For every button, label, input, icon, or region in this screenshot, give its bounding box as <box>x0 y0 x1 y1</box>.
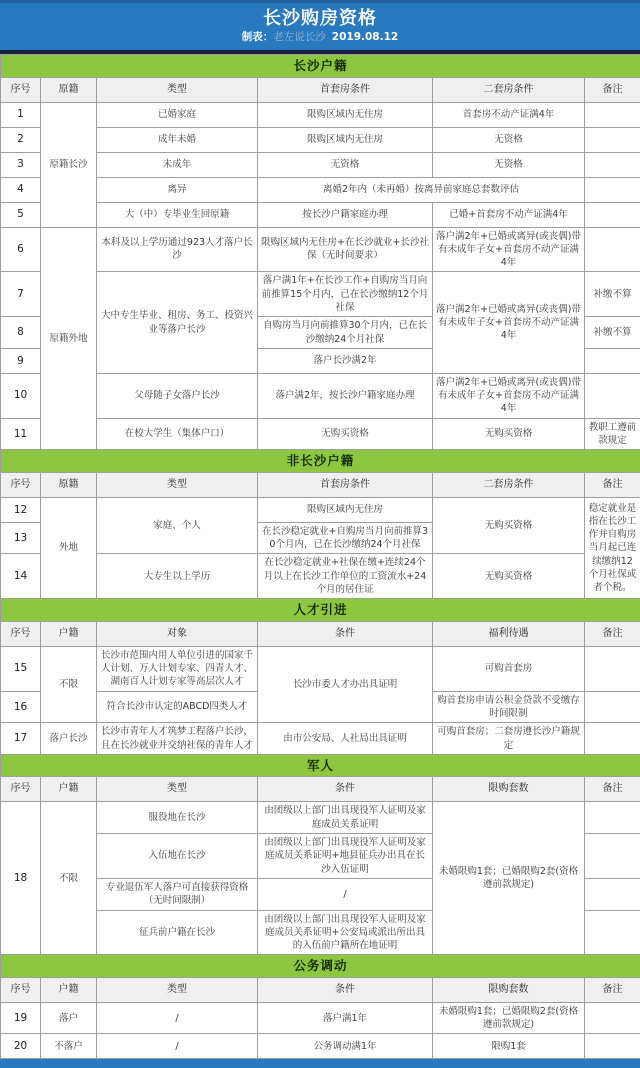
column-header: 条件 <box>258 621 433 646</box>
table-cell: / <box>97 1034 258 1059</box>
table-cell: 13 <box>1 522 41 554</box>
table-cell: 10 <box>1 373 41 418</box>
table-cell: 由团级以上部门出具现役军人证明及家庭成员关系证明+地县征兵办出具在长沙入伍证明 <box>258 834 433 879</box>
section-bar-row <box>1 450 640 473</box>
section-title-3: 军人 <box>1 754 640 777</box>
table-cell: 父母随子女落户长沙 <box>97 373 258 418</box>
table-cell: 限购区域内无住房 <box>258 127 433 152</box>
table-cell: 落户满2年，按长沙户籍家庭办理 <box>258 373 433 418</box>
column-header: 首套房条件 <box>258 77 433 102</box>
table-cell: 落户长沙 <box>41 723 97 755</box>
column-header: 二套房条件 <box>433 77 585 102</box>
byline-label: 制表： <box>242 31 274 43</box>
table-cell: 16 <box>1 691 41 723</box>
column-header: 福利待遇 <box>433 621 585 646</box>
table-cell: 落户长沙满2年 <box>258 348 433 373</box>
table-cell: 按长沙户籍家庭办理 <box>258 202 433 227</box>
column-header: 类型 <box>97 977 258 1002</box>
table-cell: 在长沙稳定就业+自购房当月向前推算30个月内，已在长沙缴纳24个月社保 <box>258 522 433 554</box>
table-cell: 不限 <box>41 802 97 955</box>
column-header: 序号 <box>1 472 41 497</box>
table-cell: 公务调动满1年 <box>258 1034 433 1059</box>
table-cell: 11 <box>1 418 41 450</box>
table-cell: 由团级以上部门出具现役军人证明及家庭成员关系证明 <box>258 802 433 834</box>
table-row <box>1 418 640 450</box>
section-bar-row <box>1 599 640 622</box>
table-cell: 15 <box>1 646 41 691</box>
table-cell: 征兵前户籍在长沙 <box>97 910 258 955</box>
table-cell: 在长沙稳定就业+社保在缴+连续24个月以上在长沙工作单位的工资流水+24个月的居住证 <box>258 554 433 599</box>
column-header-row <box>1 472 640 497</box>
table-row <box>1 1002 640 1034</box>
table-cell <box>585 691 640 723</box>
column-header: 原籍 <box>41 472 97 497</box>
column-header: 序号 <box>1 77 41 102</box>
table-cell: 原籍长沙 <box>41 102 97 227</box>
table-cell: 教职工遵前款规定 <box>585 418 640 450</box>
table-cell: 落户满2年+已婚或离异(或丧偶)带有未成年子女+首套房不动产证满4年 <box>433 227 585 272</box>
table-cell: 补缴不算 <box>585 272 640 317</box>
table-cell: 未婚限购1套；已婚限购2套(资格遵前款规定) <box>433 802 585 955</box>
table-cell: 无购买资格 <box>433 554 585 599</box>
table-cell: 长沙市范围内用人单位引进的国家千人计划、万人计划专家、四青人才、湖南百人计划专家等高层次人才 <box>97 646 258 691</box>
table-cell <box>585 802 640 834</box>
table-cell: 9 <box>1 348 41 373</box>
table-cell <box>585 348 640 373</box>
column-header-row <box>1 621 640 646</box>
column-header: 原籍 <box>41 77 97 102</box>
table-cell: 大（中）专毕业生回原籍 <box>97 202 258 227</box>
table-row <box>1 202 640 227</box>
table-cell: 限购1套 <box>433 1034 585 1059</box>
table-cell: 家庭、个人 <box>97 497 258 554</box>
section-title-0: 长沙户籍 <box>1 55 640 78</box>
column-header: 备注 <box>585 472 640 497</box>
table-cell: 6 <box>1 227 41 272</box>
table-cell: 20 <box>1 1034 41 1059</box>
table-cell: 5 <box>1 202 41 227</box>
table-cell: 本科及以上学历通过923人才落户长沙 <box>97 227 258 272</box>
table-cell <box>585 1034 640 1059</box>
table-cell: 符合长沙市认定的ABCD四类人才 <box>97 691 258 723</box>
column-header: 二套房条件 <box>433 472 585 497</box>
table-cell <box>585 152 640 177</box>
column-header: 备注 <box>585 77 640 102</box>
table-cell: 无购买资格 <box>258 418 433 450</box>
table-body <box>1 55 640 1059</box>
table-row <box>1 497 640 522</box>
column-header: 条件 <box>258 777 433 802</box>
table-cell: 离异 <box>97 177 258 202</box>
column-header: 对象 <box>97 621 258 646</box>
table-cell: 12 <box>1 497 41 522</box>
table-cell: 1 <box>1 102 41 127</box>
byline-author: 老左说长沙 <box>273 31 326 43</box>
table-cell: 2 <box>1 127 41 152</box>
table-cell: 3 <box>1 152 41 177</box>
column-header: 限购套数 <box>433 977 585 1002</box>
table-cell: 4 <box>1 177 41 202</box>
table-cell: 18 <box>1 802 41 955</box>
table-cell: 外地 <box>41 497 97 598</box>
column-header: 户籍 <box>41 977 97 1002</box>
column-header: 类型 <box>97 472 258 497</box>
table-cell <box>585 834 640 879</box>
column-header: 类型 <box>97 77 258 102</box>
table-cell: 落户满1年 <box>258 1002 433 1034</box>
table-cell: 落户满1年+在长沙工作+自购房当月向前推算15个月内，已在长沙缴纳12个月社保 <box>258 272 433 317</box>
column-header: 备注 <box>585 621 640 646</box>
table-row <box>1 802 640 834</box>
table-cell: 补缴不算 <box>585 317 640 349</box>
table-cell: 无资格 <box>258 152 433 177</box>
table-row <box>1 646 640 691</box>
table-cell: 19 <box>1 1002 41 1034</box>
section-bar-row <box>1 955 640 978</box>
table-row <box>1 227 640 272</box>
table-cell: 17 <box>1 723 41 755</box>
table-cell: 8 <box>1 317 41 349</box>
table-cell: 落户满2年+已婚或离异(或丧偶)带有未成年子女+首套房不动产证满4年 <box>433 272 585 373</box>
column-header: 户籍 <box>41 621 97 646</box>
column-header: 序号 <box>1 621 41 646</box>
column-header: 备注 <box>585 777 640 802</box>
table-cell: 限购区域内无住房 <box>258 102 433 127</box>
column-header: 户籍 <box>41 777 97 802</box>
table-cell: 无资格 <box>433 152 585 177</box>
table-cell: 在校大学生（集体户口） <box>97 418 258 450</box>
table-cell <box>585 202 640 227</box>
table-cell <box>585 910 640 955</box>
table-cell: 不落户 <box>41 1034 97 1059</box>
table-cell <box>585 646 640 691</box>
qualification-table <box>0 54 640 1059</box>
table-cell: 入伍地在长沙 <box>97 834 258 879</box>
table-cell: 可购首套房 <box>433 646 585 691</box>
table-cell <box>585 177 640 202</box>
table-cell: 无购买资格 <box>433 497 585 554</box>
footer-strip <box>0 1059 640 1068</box>
page-title: 长沙购房资格 <box>0 8 640 30</box>
table-cell: 已婚+首套房不动产证满4年 <box>433 202 585 227</box>
table-cell: 专业退伍军人落户可直接获得资格（无时间限制） <box>97 878 258 910</box>
column-header: 备注 <box>585 977 640 1002</box>
column-header-row <box>1 777 640 802</box>
table-row <box>1 723 640 755</box>
table-cell <box>585 127 640 152</box>
table-cell: 自购房当月向前推算30个月内，已在长沙缴纳24个月社保 <box>258 317 433 349</box>
table-row <box>1 554 640 599</box>
table-cell: 由团级以上部门出具现役军人证明及家庭成员关系证明+公安局或派出所出具的入伍前户籍所在地证明 <box>258 910 433 955</box>
table-row <box>1 373 640 418</box>
section-bar-row <box>1 55 640 78</box>
column-header: 类型 <box>97 777 258 802</box>
column-header-row <box>1 77 640 102</box>
table-cell: 14 <box>1 554 41 599</box>
table-row <box>1 1034 640 1059</box>
table-cell: / <box>258 878 433 910</box>
table-cell: 未成年 <box>97 152 258 177</box>
table-cell: 可购首套房；二套房遵长沙户籍规定 <box>433 723 585 755</box>
table-cell: 原籍外地 <box>41 227 97 450</box>
table-cell: 落户 <box>41 1002 97 1034</box>
table-cell <box>585 227 640 272</box>
byline <box>0 31 640 44</box>
section-bar-row <box>1 754 640 777</box>
table-cell: 大中专生毕业、租房、务工、投资兴业等落户长沙 <box>97 272 258 373</box>
table-cell: 服役地在长沙 <box>97 802 258 834</box>
column-header: 条件 <box>258 977 433 1002</box>
table-cell: 首套房不动产证满4年 <box>433 102 585 127</box>
table-cell <box>585 102 640 127</box>
table-cell <box>585 373 640 418</box>
table-cell <box>585 723 640 755</box>
column-header: 首套房条件 <box>258 472 433 497</box>
table-cell: 不限 <box>41 646 97 722</box>
table-cell: 稳定就业是指在长沙工作并自购房当月起已连续缴纳12个月社保或者个税。 <box>585 497 640 598</box>
table-cell: 成年未婚 <box>97 127 258 152</box>
table-cell: 已婚家庭 <box>97 102 258 127</box>
table-cell: 由市公安局、人社局出具证明 <box>258 723 433 755</box>
section-title-4: 公务调动 <box>1 955 640 978</box>
column-header: 序号 <box>1 777 41 802</box>
table-row <box>1 127 640 152</box>
title-bar <box>0 0 640 50</box>
column-header: 序号 <box>1 977 41 1002</box>
section-title-2: 人才引进 <box>1 599 640 622</box>
column-header: 限购套数 <box>433 777 585 802</box>
table-cell: 限购区域内无住房 <box>258 497 433 522</box>
table-cell: 离婚2年内（未再婚）按离异前家庭总套数评估 <box>258 177 585 202</box>
table-cell: 无资格 <box>433 127 585 152</box>
table-cell <box>585 1002 640 1034</box>
table-row <box>1 177 640 202</box>
table-cell <box>585 878 640 910</box>
table-row <box>1 102 640 127</box>
section-title-1: 非长沙户籍 <box>1 450 640 473</box>
table-cell: 限购区域内无住房+在长沙就业+长沙社保（无时间要求） <box>258 227 433 272</box>
table-cell: 未婚限购1套；已婚限购2套(资格遵前款规定) <box>433 1002 585 1034</box>
table-cell: 长沙市青年人才筑梦工程落户长沙，且在长沙就业并交纳社保的青年人才 <box>97 723 258 755</box>
table-cell: 大专生以上学历 <box>97 554 258 599</box>
column-header-row <box>1 977 640 1002</box>
table-cell: / <box>97 1002 258 1034</box>
byline-date: 2019.08.12 <box>332 31 398 43</box>
table-cell: 长沙市委人才办出具证明 <box>258 646 433 722</box>
table-row <box>1 272 640 317</box>
table-cell: 7 <box>1 272 41 317</box>
table-cell: 无购买资格 <box>433 418 585 450</box>
table-cell: 落户满2年+已婚或离异(或丧偶)带有未成年子女+首套房不动产证满4年 <box>433 373 585 418</box>
table-cell: 购首套房申请公积金贷款不受缴存时间限制 <box>433 691 585 723</box>
table-row <box>1 152 640 177</box>
